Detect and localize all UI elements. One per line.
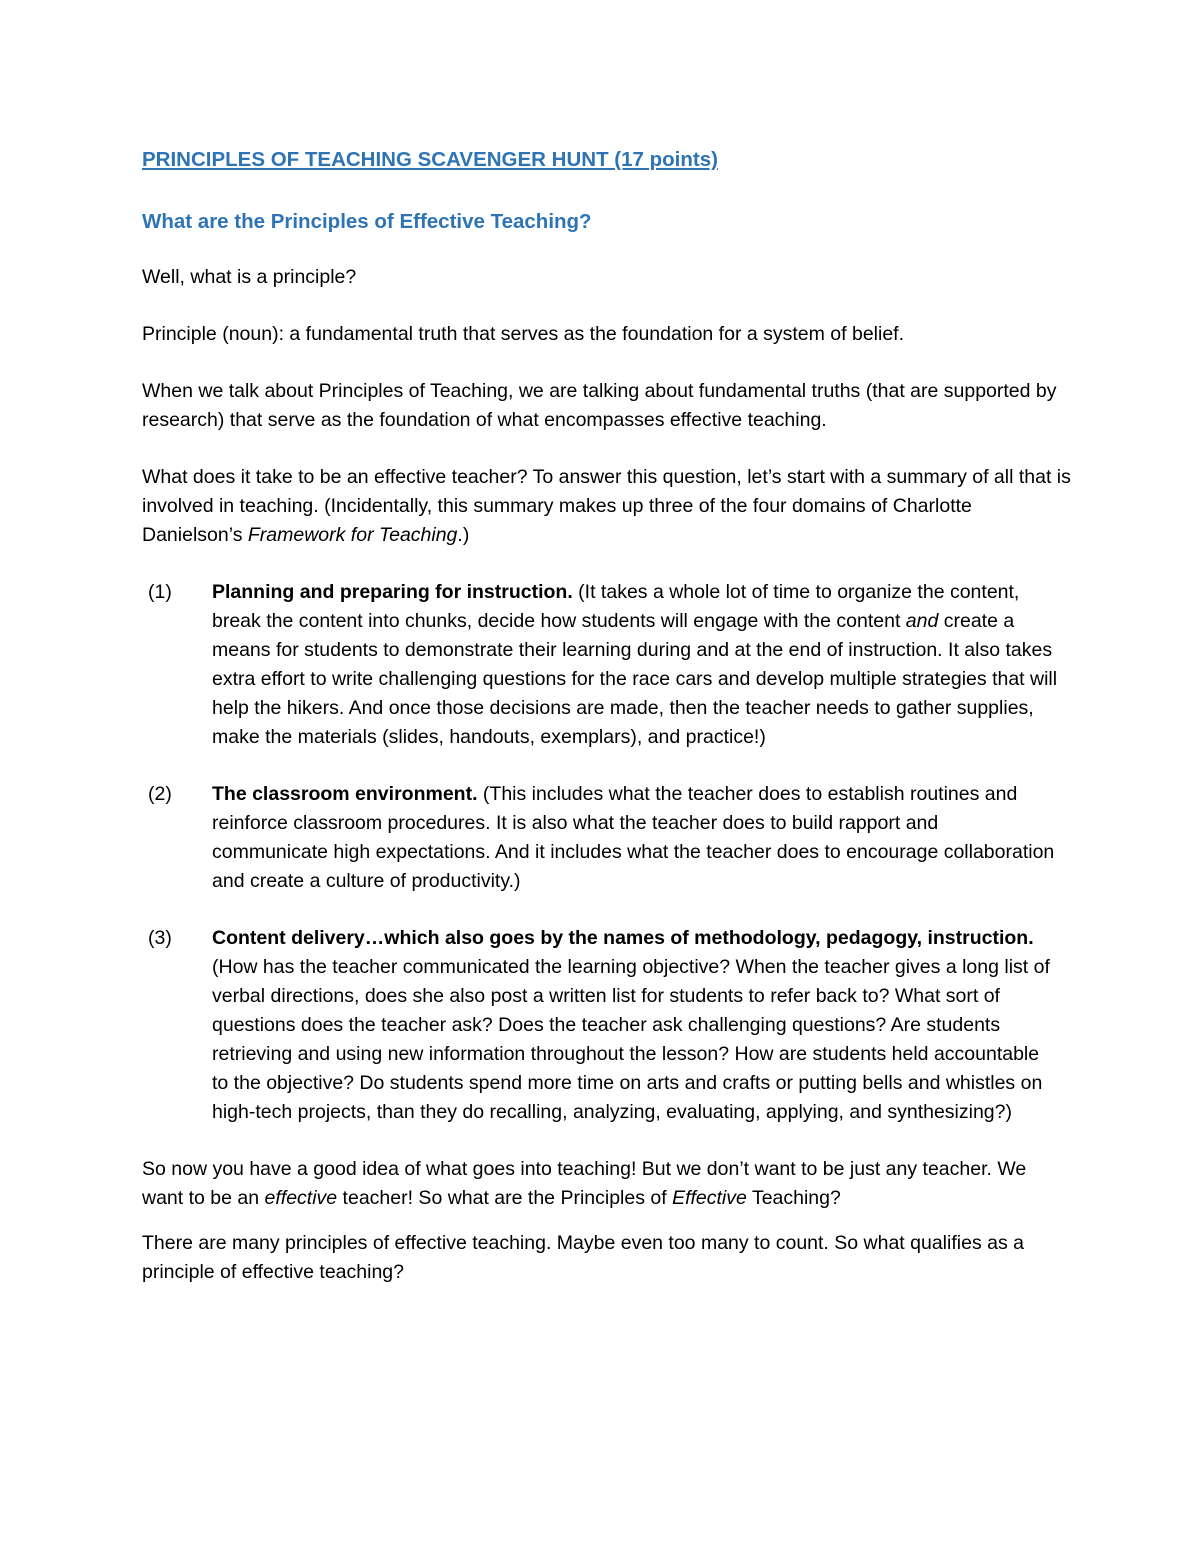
paragraph-principles-intro: When we talk about Principles of Teaching, we are talking about fundamental truths (that are supported by research) that serve as the foundation of what encompasses effective teaching.	[142, 380, 1057, 431]
list-item-planning	[142, 578, 1072, 752]
emphasis-effective: Effective	[672, 1187, 747, 1209]
list-item-environment	[142, 780, 1072, 896]
list-item-emphasis: and	[905, 610, 939, 632]
paragraph-text: What does it take to be an effective teacher? To answer this question, let’s start with a summary of all that is involved in teaching. (Incidentally, this summary makes up three of the four domains of Charlotte Danielson’s	[142, 466, 1071, 546]
list-item-heading: Planning and preparing for instruction.	[212, 581, 573, 603]
paragraph-text: Teaching?	[746, 1187, 841, 1209]
list-item-heading: The classroom environment.	[212, 783, 478, 805]
list-item-text: (This includes what the teacher does to establish routines and reinforce classroom procedures. It is also what the teacher does to build rapport and communicate high expectations. And it includes what the teacher does to encourage collaboration and create a culture of productivity.)	[212, 783, 1055, 892]
paragraph-effective-teacher	[142, 463, 1072, 550]
list-item-body	[182, 578, 1058, 752]
paragraph-closing: There are many principles of effective teaching. Maybe even too many to count. So what qualifies as a principle of effective teaching?	[142, 1232, 1024, 1283]
list-item-text: (How has the teacher communicated the learning objective? When the teacher gives a long list of verbal directions, does she also post a written list for students to refer back to? What sort of questions does the teacher ask? Does the teacher ask challenging questions? Are students retrieving and using new information throughout the lesson? How are students held accountable to the objective? Do students spend more time on arts and crafts or putting bells and whistles on high-tech projects, than they do recalling, analyzing, evaluating, applying, and synthesizing?)	[212, 956, 1050, 1123]
list-item-text: (It takes a whole lot of time to organize the content, break the content into chunks, decide how students will engage with the content	[212, 581, 1020, 632]
paragraph-text: So now you have a good idea of what goes into teaching! But we don’t want to be just any teacher. We want to be an	[142, 1158, 1027, 1209]
document-content	[142, 145, 1072, 1315]
paragraph-text: teacher! So what are the Principles of	[337, 1187, 673, 1209]
list-number: (3)	[148, 927, 172, 949]
paragraph-effective-question	[142, 1155, 1072, 1213]
paragraph-text: .)	[457, 524, 470, 546]
document-subtitle: What are the Principles of Effective Teaching?	[142, 210, 592, 233]
paragraph-question: Well, what is a principle?	[142, 266, 357, 288]
domains-list	[142, 578, 1072, 1127]
list-item-body	[182, 780, 1058, 896]
list-item-text: create a means for students to demonstrate their learning during and at the end of instruction. It also takes extra effort to write challenging questions for the race cars and develop multiple strategies that will help the hikers. And once those decisions are made, then the teacher needs to gather supplies, make the materials (slides, handouts, exemplars), and practice!)	[212, 610, 1058, 748]
paragraph-definition: Principle (noun): a fundamental truth that serves as the foundation for a system of belief.	[142, 323, 905, 345]
emphasis-effective: effective	[264, 1187, 338, 1209]
list-item-heading: Content delivery…which also goes by the names of methodology, pedagogy, instruction.	[212, 927, 1034, 949]
list-item-content-delivery	[142, 924, 1072, 1127]
list-number: (2)	[148, 783, 172, 805]
framework-title: Framework for Teaching	[247, 524, 458, 546]
document-title: PRINCIPLES OF TEACHING SCAVENGER HUNT (17 points)	[142, 148, 718, 171]
list-number: (1)	[148, 581, 172, 603]
list-item-body	[182, 924, 1058, 1127]
